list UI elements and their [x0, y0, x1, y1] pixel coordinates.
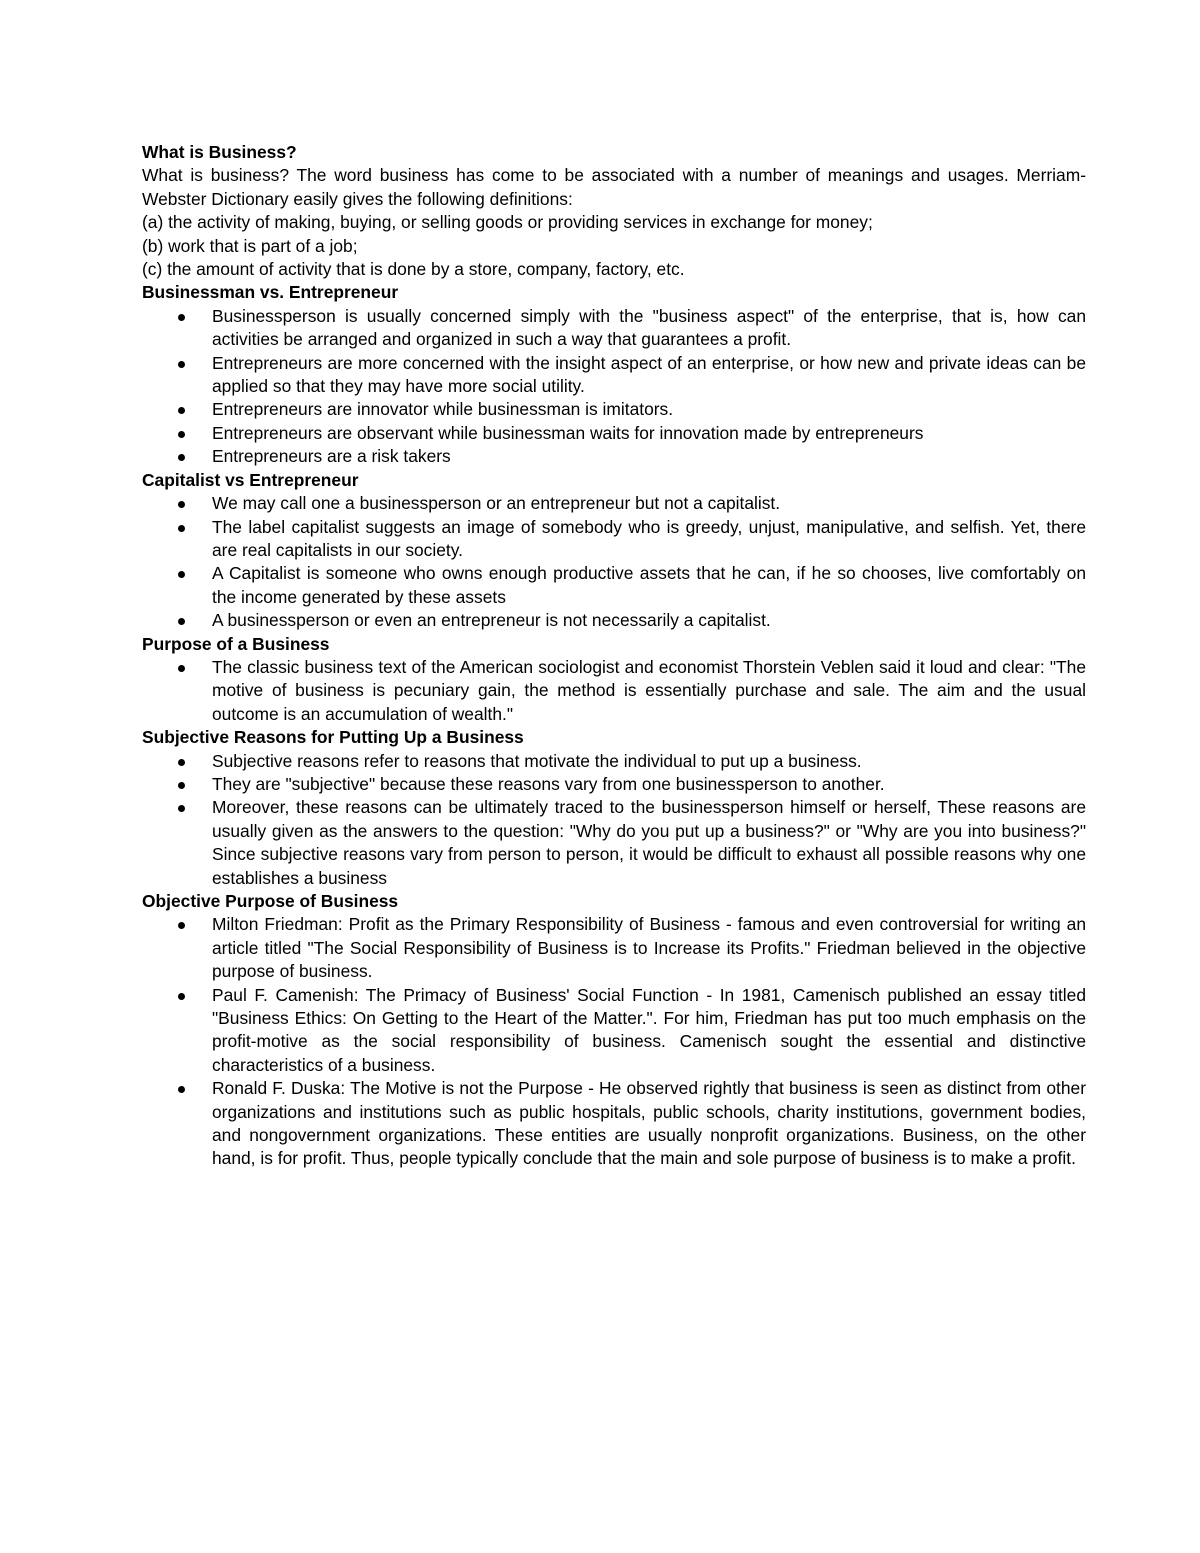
list-item-text: The label capitalist suggests an image of somebody who is greedy, unjust, manipulative, and selfish. Yet, there are real capitalists in our society. [212, 516, 1086, 560]
body-paragraph: What is business? The word business has come to be associated with a number of meanings and usages. Merriam-Webster Dictionary easily gives the following definitions: [142, 165, 1086, 209]
list-item-text: Milton Friedman: Profit as the Primary Responsibility of Business - famous and even controversial for writing an article titled "The Social Responsibility of Business is to Increase its Profits." Friedman believed in the objective purpose of business. [212, 914, 1086, 982]
bullet-list [142, 750, 1086, 890]
document-page [142, 141, 1086, 1171]
list-item-text: A Capitalist is someone who owns enough productive assets that he can, if he so chooses, live comfortably on the income generated by these assets [212, 563, 1086, 607]
bullet-dot-icon [178, 501, 185, 508]
list-item-text: Entrepreneurs are a risk takers [212, 446, 451, 467]
list-item-text: We may call one a businessperson or an entrepreneur but not a capitalist. [212, 493, 781, 514]
bullet-dot-icon [178, 361, 185, 368]
bullet-dot-icon [178, 922, 185, 929]
list-item [142, 305, 1086, 352]
list-item [142, 609, 1086, 632]
list-item [142, 562, 1086, 609]
list-item-text: Entrepreneurs are observant while businessman waits for innovation made by entrepreneurs [212, 422, 924, 443]
list-item-text: They are "subjective" because these reasons vary from one businessperson to another. [212, 773, 885, 794]
bullet-dot-icon [178, 525, 185, 532]
list-item-text: Entrepreneurs are innovator while businessman is imitators. [212, 399, 674, 420]
list-item-text: Ronald F. Duska: The Motive is not the Purpose - He observed rightly that business is seen as distinct from other organizations and institutions such as public hospitals, public schools, charity institutions, government bodies, and nongovernment organizations. These entities are usually nonprofit organizations. Business, on the other hand, is for profit. Thus, people typically conclude that the main and sole purpose of business is to make a profit. [212, 1078, 1086, 1169]
bullet-dot-icon [178, 618, 185, 625]
list-item [142, 796, 1086, 890]
bullet-dot-icon [178, 454, 185, 461]
list-item [142, 773, 1086, 796]
bullet-list [142, 913, 1086, 1170]
body-paragraph: (c) the amount of activity that is done by a store, company, factory, etc. [142, 259, 685, 280]
list-item [142, 984, 1086, 1078]
bullet-dot-icon [178, 571, 185, 578]
document-section [142, 890, 1086, 1171]
document-section [142, 633, 1086, 727]
body-paragraph: (b) work that is part of a job; [142, 235, 358, 256]
bullet-dot-icon [178, 993, 185, 1000]
bullet-list [142, 305, 1086, 469]
list-item-text: A businessperson or even an entrepreneur is not necessarily a capitalist. [212, 610, 771, 631]
list-item-text: Subjective reasons refer to reasons that motivate the individual to put up a business. [212, 750, 862, 771]
section-heading: Businessman vs. Entrepreneur [142, 282, 399, 303]
bullet-dot-icon [178, 1086, 185, 1093]
list-item [142, 913, 1086, 983]
list-item [142, 1077, 1086, 1171]
list-item [142, 750, 1086, 773]
bullet-dot-icon [178, 759, 185, 766]
document-section [142, 469, 1086, 633]
list-item-text: Businessperson is usually concerned simply with the "business aspect" of the enterprise, that is, how can activities be arranged and organized in such a way that guarantees a profit. [212, 305, 1086, 350]
bullet-dot-icon [178, 314, 185, 321]
section-heading: Purpose of a Business [142, 633, 330, 654]
document-section [142, 281, 1086, 468]
list-item [142, 656, 1086, 726]
bullet-dot-icon [178, 782, 185, 789]
document-section [142, 141, 1086, 281]
bullet-dot-icon [178, 407, 185, 414]
bullet-list [142, 492, 1086, 632]
list-item [142, 516, 1086, 563]
bullet-dot-icon [178, 805, 185, 812]
list-item [142, 492, 1086, 515]
list-item-text: Entrepreneurs are more concerned with the insight aspect of an enterprise, or how new and private ideas can be applied so that they may have more social utility. [212, 352, 1086, 397]
section-heading: What is Business? [142, 142, 297, 162]
body-paragraph: (a) the activity of making, buying, or selling goods or providing services in exchange for money; [142, 212, 873, 233]
list-item [142, 422, 1086, 445]
list-item-text: Paul F. Camenish: The Primacy of Business' Social Function - In 1981, Camenisch published an essay titled "Business Ethics: On Getting to the Heart of the Matter.". For him, Friedman has put too much emphasis on the profit-motive as the social responsibility of business. Camenisch sought the essential and distinctive characteristics of a business. [212, 984, 1086, 1075]
document-section [142, 726, 1086, 890]
section-heading: Objective Purpose of Business [142, 891, 399, 911]
section-heading: Subjective Reasons for Putting Up a Business [142, 727, 524, 748]
section-heading: Capitalist vs Entrepreneur [142, 469, 359, 490]
bullet-dot-icon [178, 431, 185, 438]
list-item [142, 398, 1086, 421]
list-item-text: Moreover, these reasons can be ultimately traced to the businessperson himself or herself, These reasons are usually given as the answers to the question: "Why do you put up a business?" or "Why are you into business?" Since subjective reasons vary from person to person, it would be difficult to exhaust all possible reasons why one establishes a business [212, 797, 1086, 888]
list-item [142, 352, 1086, 399]
list-item [142, 445, 1086, 468]
bullet-dot-icon [178, 665, 185, 672]
bullet-list [142, 656, 1086, 726]
list-item-text: The classic business text of the American sociologist and economist Thorstein Veblen said it loud and clear: "The motive of business is pecuniary gain, the method is essentially purchase and sale. The aim and the usual outcome is an accumulation of wealth." [212, 656, 1086, 724]
